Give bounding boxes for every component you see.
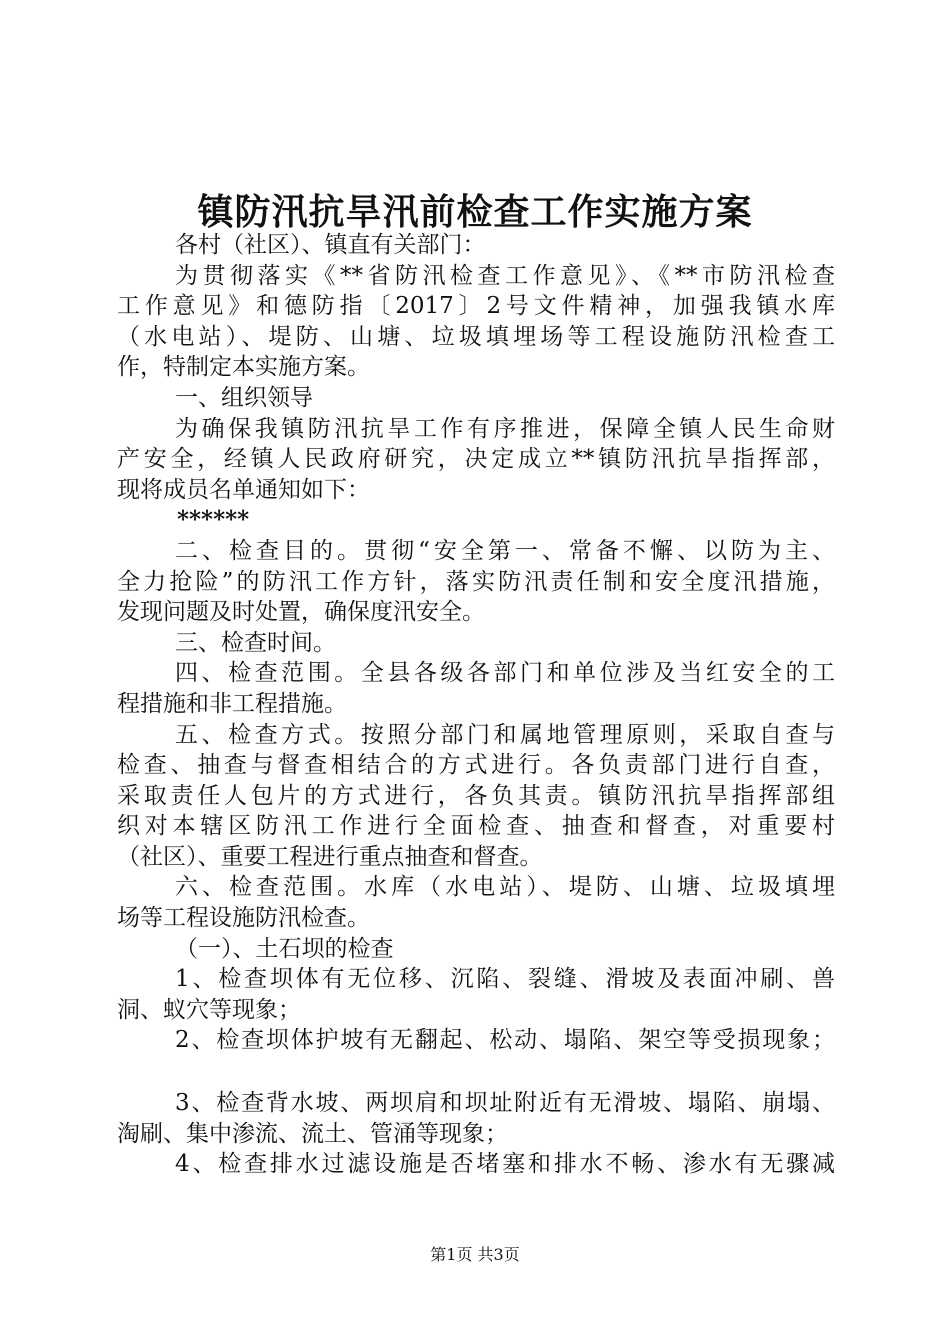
redacted-list: ******: [177, 506, 250, 534]
paragraph-line: （水电站）、堤防、山塘、垃圾填埋场等工程设施防汛检查工: [117, 323, 835, 350]
paragraph-line: 工作意见》和德防指〔2017〕2号文件精神，加强我镇水库: [117, 293, 835, 320]
salutation: 各村（社区）、镇直有关部门：: [175, 232, 486, 258]
paragraph-line: 产安全，经镇人民政府研究，决定成立**镇防汛抗旱指挥部，: [117, 446, 835, 473]
paragraph-line: 作，特制定本实施方案。: [117, 354, 370, 381]
paragraph-line: 四、检查范围。全县各级各部门和单位涉及当红安全的工: [175, 660, 835, 687]
subsection-heading: （一）、土石坝的检查: [175, 935, 394, 962]
document-title: 镇防汛抗旱汛前检查工作实施方案: [197, 191, 753, 233]
paragraph-line: 六、检查范围。水库（水电站）、堤防、山塘、垃圾填埋: [175, 874, 835, 901]
section-heading: 三、检查时间。: [175, 629, 336, 656]
paragraph-line: 为确保我镇防汛抗旱工作有序推进，保障全镇人民生命财: [175, 415, 835, 442]
paragraph-line: 现将成员名单通知如下：: [117, 476, 370, 503]
list-item-line: 淘刷、集中渗流、流土、管涌等现象；: [117, 1120, 508, 1147]
page-footer: 第1页 共3页: [430, 1245, 520, 1264]
paragraph-line: 二、检查目的。贯彻“安全第一、常备不懈、以防为主、: [175, 537, 835, 564]
blank-line: [117, 1056, 835, 1088]
paragraph-line: 发现问题及时处置，确保度汛安全。: [117, 599, 485, 626]
paragraph-line: 五、检查方式。按照分部门和属地管理原则，采取自查与: [175, 721, 835, 748]
list-item-line: 洞、蚁穴等现象；: [117, 996, 301, 1023]
paragraph-line: 采取责任人包片的方式进行，各负其责。镇防汛抗旱指挥部组: [117, 782, 835, 809]
paragraph-line: （社区）、重要工程进行重点抽查和督查。: [117, 843, 543, 870]
list-item-line: 4、检查排水过滤设施是否堵塞和排水不畅、渗水有无骤减: [175, 1151, 835, 1178]
paragraph-line: 全力抢险”的防汛工作方针，落实防汛责任制和安全度汛措施，: [117, 568, 835, 595]
document-body: [117, 230, 835, 1180]
section-heading: 一、组织领导: [175, 384, 313, 411]
paragraph-line: 程措施和非工程措施。: [117, 690, 347, 717]
paragraph-line: 场等工程设施防汛检查。: [117, 905, 370, 932]
list-item-line: 3、检查背水坡、两坝肩和坝址附近有无滑坡、塌陷、崩塌、: [175, 1090, 835, 1117]
list-item-line: 1、检查坝体有无位移、沉陷、裂缝、滑坡及表面冲刷、兽: [175, 966, 835, 993]
list-item-line: 2、检查坝体护坡有无翻起、松动、塌陷、架空等受损现象；: [175, 1027, 835, 1054]
paragraph-line: 织对本辖区防汛工作进行全面检查、抽查和督查，对重要村: [117, 813, 835, 840]
paragraph-line: 检查、抽查与督查相结合的方式进行。各负责部门进行自查，: [117, 752, 835, 779]
paragraph-line: 为贯彻落实《**省防汛检查工作意见》、《**市防汛检查: [175, 262, 835, 289]
